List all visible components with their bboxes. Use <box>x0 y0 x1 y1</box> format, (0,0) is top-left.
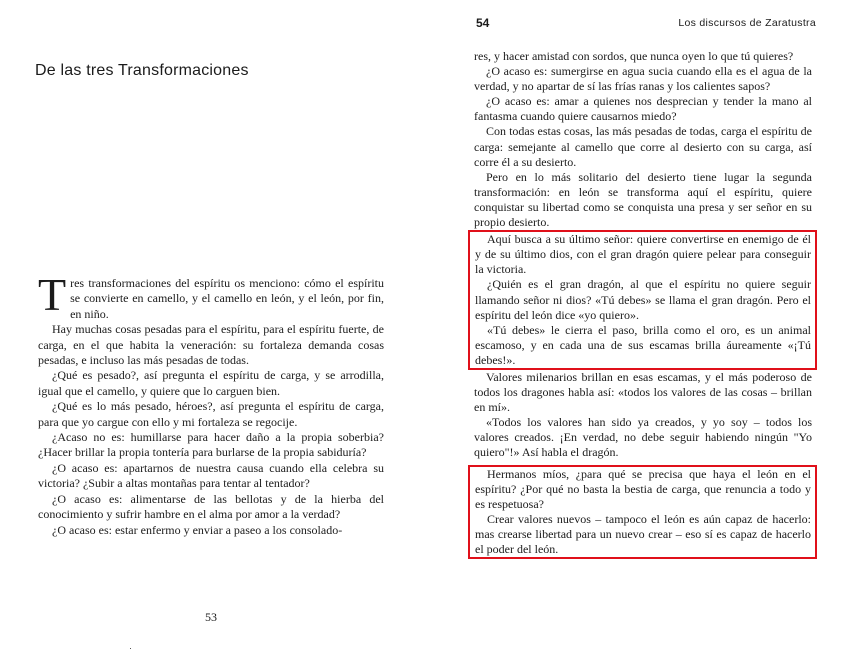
right-page <box>424 0 848 655</box>
paragraph: ¿O acaso es: estar enfermo y enviar a paseo a los consolado- <box>52 522 343 537</box>
paragraph: ¿Quién es el gran dragón, al que el espíritu no quiere seguir llamando señor ni dios? «Tú debes» se llama el gran dragón. Pero el espíritu del león dice «yo quiero». <box>475 277 811 322</box>
page-number: 53 <box>205 610 217 624</box>
chapter-title: De las tres Transformaciones <box>35 62 249 79</box>
paragraph: «Todos los valores han sido ya creados, y yo soy – todos los valores creados. ¡En verdad, no debe seguir habiendo ningún "Yo quiero"!» Así habla el dragón. <box>474 415 812 460</box>
paragraph: Con todas estas cosas, las más pesadas de todas, carga el espíritu de carga: semejante al camello que corre al desierto con su carga, así corre él a su desierto. <box>474 124 812 169</box>
paragraph: ¿O acaso es: sumergirse en agua sucia cuando ella es el agua de la verdad, y no apartar de sí las frías ranas y los calientes sapos? <box>474 64 812 94</box>
paragraph: ¿Qué es lo más pesado, héroes?, así pregunta el espíritu de carga, para que yo cargue con ello y mi fortaleza se regocije. <box>38 399 384 429</box>
right-body-text <box>474 49 812 559</box>
running-title: Los discursos de Zaratustra <box>678 17 816 29</box>
paragraph: Aquí busca a su último señor: quiere convertirse en enemigo de él y de su último dios, con el gran dragón quiere pelear para conseguir la victoria. <box>475 232 811 277</box>
paragraph: ¿Qué es pesado?, así pregunta el espíritu de carga, y se arrodilla, igual que el camello, y quiere que lo carguen bien. <box>38 368 384 398</box>
page-number: 54 <box>476 16 490 30</box>
paragraph: «Tú debes» le cierra el paso, brilla como el oro, es un animal escamoso, y en cada una de sus escamas brilla áureamente «¡Tú debes!». <box>475 322 811 367</box>
paragraph: Hermanos míos, ¿para qué se precisa que haya el león en el espíritu? ¿Por qué no basta la bestia de carga, que renuncia a todo y es respetuosa? <box>475 466 811 511</box>
highlighted-passage-dragon <box>468 230 817 370</box>
paragraph: ¿O acaso es: amar a quienes nos desprecian y tender la mano al fantasma cuando quiere causarnos miedo? <box>474 94 812 124</box>
paragraph: ¿O acaso es: alimentarse de las bellotas y de la hierba del conocimiento y sufrir hambre en el alma por amor a la verdad? <box>38 491 384 522</box>
paragraph: Crear valores nuevos – tampoco el león es aún capaz de hacerlo: mas crearse libertad para un nuevo crear – eso sí es capaz de hacerlo el poder del león. <box>475 511 811 556</box>
paragraph: Tres transformaciones del espíritu os menciono: cómo el espíritu se convierte en camello, y el camello en león, y el león, por fin, en niño. <box>38 269 384 321</box>
paragraph: ¿Acaso no es: humillarse para hacer daño a la propia soberbia? ¿Hacer brillar la propia tontería para burlarse de la propia sabiduría? <box>38 430 384 460</box>
paragraph: res, y hacer amistad con sordos, que nunca oyen lo que tú quieres? <box>474 49 794 63</box>
left-body-text <box>38 269 384 538</box>
paragraph: Hay muchas cosas pesadas para el espíritu, para el espíritu fuerte, de carga, en el que habita la veneración: su fortaleza demanda cosas pesadas, e incluso las más pesadas de todas. <box>38 322 384 368</box>
highlighted-passage-lion <box>468 465 817 560</box>
drop-cap: T <box>38 269 67 320</box>
paragraph: Valores milenarios brillan en esas escamas, y el más poderoso de todos los dragones habla así: «todos los valores de las cosas – brillan en mí». <box>474 369 812 415</box>
scan-speck <box>130 648 131 649</box>
paragraph: ¿O acaso es: apartarnos de nuestra causa cuando ella celebra su victoria? ¿Subir a altas montañas para tentar al tentador? <box>38 460 384 491</box>
paragraph: Pero en lo más solitario del desierto tiene lugar la segunda transformación: en león se transforma aquí el espíritu, quiere conquistar su libertad como se conquista una presa y ser señor en su propio desierto. <box>474 169 812 230</box>
